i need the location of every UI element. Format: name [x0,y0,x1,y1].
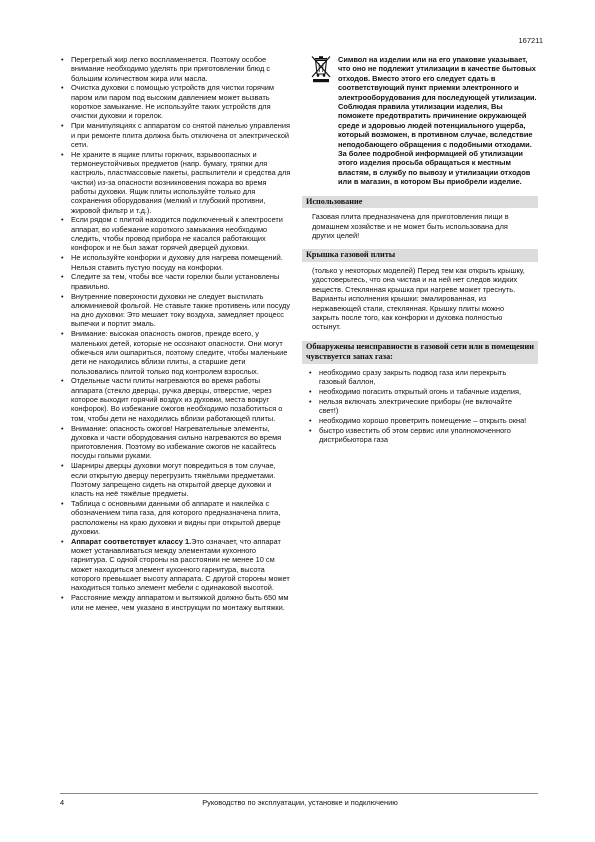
use-section-title: Использование [302,196,538,209]
lid-section-title: Крышка газовой плиты [302,249,538,262]
lid-section-text: (только у некоторых моделей) Перед тем как открыть крышку, удостоверьтесь, что она чистая и на ней нет следов жидких веществ. Стеклянная крышка при нагреве может треснуть. Варианты исполнения крышки: эмалированная, из нержавеющей стали, стеклянная. Крышку плиты можно закрыть после того, как конфорки и духовка полностью остынут. [312,265,525,332]
footer-divider [60,793,538,794]
gas-section-title: Обнаружены неисправности в газовой сети или в помещении чувствуется запах газа: [302,341,538,364]
list-item: • Внимание: высокая опасность ожогов, прежде всего, у маленьких детей, которые не осознают опасности. Они могут обжечься или ошпариться, поэтому следите, чтобы маленькие дети не находились вблизи плиты, а старшие дети пользовались плитой только под контролем взрослых. [60,329,292,375]
gas-instructions-list [308,368,532,445]
list-item: • Очистка духовки с помощью устройств для чистки горячим паром или паром под высоким давлением может вызвать короткое замыкание. Не используйте таких устройств для очистки духовки и горелок. [60,83,292,120]
safety-list [60,55,292,612]
class-text: Это означает, что аппарат может устанавливаться между элементами кухонного гарнитура. С одной стороны на расстоянии не менее 10 см может находиться элемент кухонного гарнитура, высота которого превышает высоту аппарата. С другой стороны может находиться только элемент мебели с одинаковой высотой. [71,536,290,593]
list-item: • Шарниры дверцы духовки могут повредиться в том случае, если открытую дверцу перегрузить тяжёлыми предметами. Поэтому запрещено сидеть на открытой дверце духовки и класть на неё тяжёлые предметы. [60,461,292,498]
list-item: • При манипуляциях с аппаратом со снятой панелью управления и при ремонте плита должна быть отключена от электрической сети. [60,121,292,149]
recycling-text: Символ на изделии или на его упаковке указывает, что оно не подлежит утилизации в качестве бытовых отходов. Вместо этого его следует сдать в соответствующий пункт приемки электронного и электрооборудования для последующей утилизации. Соблюдая правила утилизации изделия, Вы поможете предотвратить причинение окружающей среде и здоровью людей потенциального ущерба, который возможен, в противном случае, вследствие неподобающего обращения с подобными отходами. За более подробной информацией об утилизации этого изделия просьба обращаться к местным властям, в службу по вывозу и утилизации отходов или в магазин, в котором Вы приобрели изделие. [338,55,537,187]
left-column [60,55,292,612]
list-item: • быстро известить об этом сервис или уполномоченного дистрибьютора газа [308,426,532,445]
list-item: • Внутренние поверхности духовки не следует выстилать алюминиевой фольгой. Не ставьте также противень или посуду на дно духовки: Это мешает току воздуха, замедляет процесс выпечки и портит эмаль. [60,292,292,329]
list-item: • необходимо сразу закрыть подвод газа или перекрыть газовый баллон, [308,368,532,387]
crossed-out-wheelie-bin-icon [310,55,332,83]
gas-section-body [302,364,538,445]
right-column [302,55,538,445]
list-item: • необходимо хорошо проветрить помещение – открыть окна! [308,416,532,425]
list-item: • Не храните в ящике плиты горючих, взрывоопасных и термонеустойчивых предметов (напр. бумагу, тряпки для кастрюль, пластмассовые пакеты, распылители и средства для чистки) из-за опасности возникновения пожара во время работы духовки. Ящик плиты используйте только для сохранения оборудования (мелкий и глубокий противни, жировой фильтр и т.д.). [60,150,292,215]
document-number: 167211 [518,36,543,45]
list-item: • Перегретый жир легко воспламеняется. Поэтому особое внимание необходимо уделять при приготовлении блюд с большим количеством жира или масла. [60,55,292,83]
footer-page-number: 4 [60,798,65,807]
list-item: • Следите за тем, чтобы все части горелки были установлены правильно. [60,272,292,291]
class-lead: Аппарат соответствует классу 1. [71,536,192,546]
list-item: • Внимание: опасность ожогов! Нагревательные элементы, духовка и части оборудования сильно нагреваются во время приготовления. Поэтому во избежание ожогов не касайтесь посуды голыми руками. [60,424,292,461]
list-item: • Таблица с основными данными об аппарате и наклейка с обозначением типа газа, для которого предназначена плита, расположены на краю духовки и видны при открытой дверце духовки. [60,499,292,536]
list-item: • Отдельные части плиты нагреваются во время работы аппарата (стекло дверцы, ручка дверцы, отверстие, через которое выходит горячий воздух из духовки, места вокруг конфорок). Во избежание ожогов необходимо позаботиться о том, чтобы дети не находились вблизи работающей плиты. [60,376,292,422]
list-item: • Расстояние между аппаратом и вытяжкой должно быть 650 мм или не менее, чем указано в инструкции по монтажу вытяжки. [60,593,292,612]
list-item: • нельзя включать электрические приборы (не включайте свет!) [308,397,532,416]
list-item [60,537,292,593]
lid-section-body [302,262,538,332]
footer-title: Руководство по эксплуатации, установке и подключению [202,798,398,807]
list-item: • Если рядом с плитой находится подключенный к электросети аппарат, во избежание короткого замыкания необходимо следить, чтобы провод прибора не касался работающих конфорок и не был зажат горячей дверцей духовки. [60,215,292,252]
list-item: • Не используйте конфорки и духовку для нагрева помещений. Нельзя ставить пустую посуду на конфорки. [60,253,292,272]
recycling-note [302,55,538,187]
use-section-body [302,208,538,240]
use-section-text: Газовая плита предназначена для приготовления пищи в домашнем хозяйстве и не может быть использована для других целей! [312,212,509,240]
list-item: • необходимо погасить открытый огонь и табачные изделия, [308,387,532,396]
